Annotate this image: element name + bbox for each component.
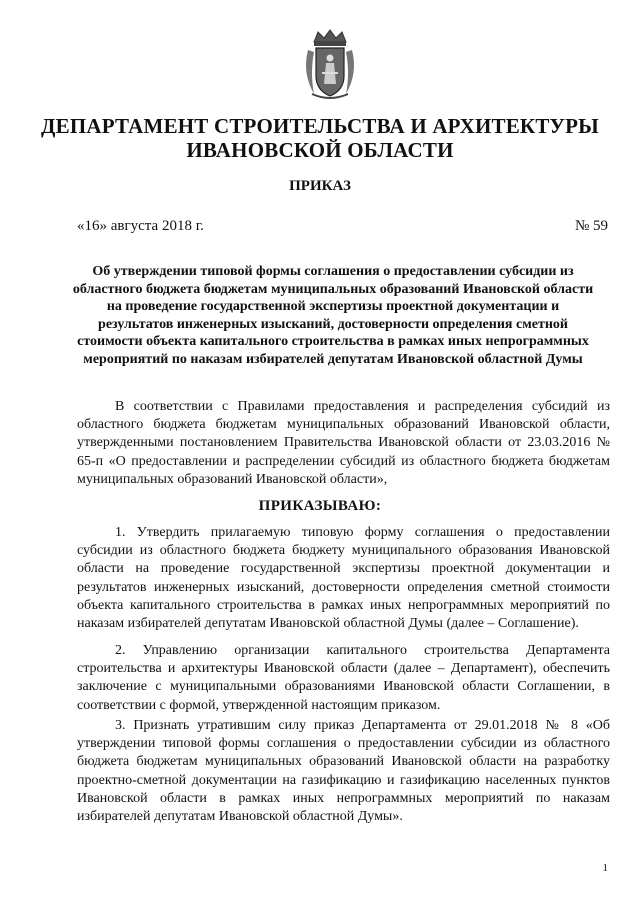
order-title: ПРИКАЗ — [289, 178, 351, 194]
order-item-1: 1. Утвердить прилагаемую типовую форму соглашения о предоставлении субсидии из областного бюджета бюджету муниципального образования Ивановской области на проведение государственной экспертизы проектной документации и результатов инженерных изысканий, достоверности определения сметной стоимости объекта капитального строительства в рамках иных непрограммных мероприятий по наказам избирателей депутатам Ивановской областной Думы (далее – Соглашение). — [77, 525, 610, 632]
order-subject: Об утверждении типовой формы соглашения о предоставлении субсидии из областного бюджета бюджетам муниципальных образований Ивановской области на проведение государственной экспертизы проектной документации и результатов инженерных изысканий, достоверности определения сметной стоимости объекта капитального строительства в рамках иных непрограммных мероприятий по наказам избирателей депутатам Ивановской областной Думы — [72, 264, 594, 367]
order-item-3: 3. Признать утратившим силу приказ Департамента от 29.01.2018 № 8 «Об утверждении типовой формы соглашения о предоставлении субсидии из областного бюджета бюджетам муниципальных образований Ивановской области на разработку проектно-сметной документации на газификацию и газификацию населенных пунктов Ивановской области в рамках иных непрограммных мероприятий по наказам избирателей депутатам Ивановской областной Думы». — [77, 718, 610, 825]
order-date: «16» августа 2018 г. — [77, 218, 204, 234]
department-title — [40, 114, 600, 162]
order-item-2: 2. Управлению организации капитального строительства Департамента строительства и архитектуры Ивановской области (далее – Департамент), обеспечить заключение с муниципальными образованиями Ивановской области Соглашении, в соответствии с формой, утвержденной настоящим приказом. — [77, 643, 610, 713]
page-number: 1 — [602, 862, 608, 874]
department-line-1: ДЕПАРТАМЕНТ СТРОИТЕЛЬСТВА И АРХИТЕКТУРЫ — [40, 114, 599, 138]
coat-of-arms-icon — [300, 28, 360, 100]
department-line-2: ИВАНОВСКОЙ ОБЛАСТИ — [186, 138, 454, 162]
preamble-paragraph: В соответствии с Правилами предоставления и распределения субсидий из областного бюджета бюджетам муниципальных образований Ивановской области, утвержденными постановлением Правительства Ивановской области от 23.03.2016 № 65-п «О предоставлении и распределении субсидий из областного бюджета бюджетам муниципальных образований Ивановской области», — [77, 399, 610, 487]
decree-heading: ПРИКАЗЫВАЮ: — [258, 498, 382, 514]
order-number: № 59 — [574, 218, 608, 234]
